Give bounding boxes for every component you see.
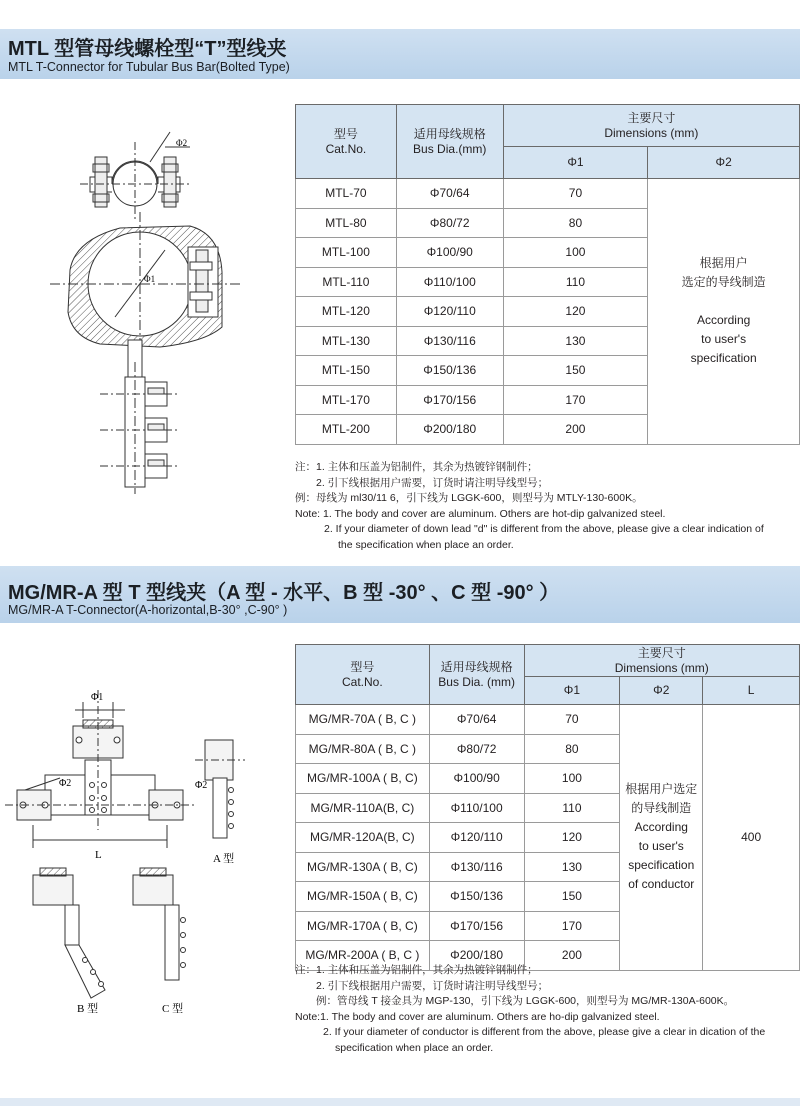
col-header-catno: 型号 Cat.No. xyxy=(296,645,430,705)
note-line: 注：1. 主体和压盖为铝制件，其余为热镀锌钢制件； xyxy=(295,964,538,976)
mtl-drawing xyxy=(40,122,300,522)
cell-bus: Φ130/116 xyxy=(396,326,503,356)
cell-phi1: 120 xyxy=(503,297,648,327)
section1-notes xyxy=(295,460,764,553)
cell-phi1: 70 xyxy=(503,179,648,209)
cell-cat: MG/MR-200A ( B, C ) xyxy=(296,941,430,971)
cell-bus: Φ150/136 xyxy=(396,356,503,386)
note-line: Note: 1. The body and cover are aluminum. Others are hot-dip galvanized steel. xyxy=(295,507,666,520)
phi2-label: Φ2 xyxy=(176,138,188,148)
cell-l-merged: 400 xyxy=(703,705,800,971)
cell-cat: MG/MR-130A ( B, C) xyxy=(296,852,430,882)
cell-bus: Φ80/72 xyxy=(396,208,503,238)
note-line: 注：1. 主体和压盖为铝制件，其余为热镀锌钢制件； xyxy=(295,461,538,473)
mtl-spec-table xyxy=(295,104,800,445)
cell-phi1: 120 xyxy=(524,823,620,853)
cell-cat: MG/MR-150A ( B, C) xyxy=(296,882,430,912)
cell-phi1: 130 xyxy=(524,852,620,882)
col-header-phi1: Φ1 xyxy=(524,677,620,705)
type-a-label: A 型 xyxy=(213,853,235,865)
cell-bus: Φ70/64 xyxy=(396,179,503,209)
note-line: Note:1. The body and cover are aluminum. Others are ho-dip galvanized steel. xyxy=(295,1010,660,1023)
note-line: 2. 引下线根据用户需要，订货时请注明导线型号； xyxy=(316,979,549,992)
mg-drawing xyxy=(5,690,295,1020)
cell-phi1: 80 xyxy=(524,734,620,764)
note-line: 2. If your diameter of down lead "d" is different from the above, please give a clear indication of xyxy=(324,523,764,535)
bottom-rule xyxy=(0,1098,800,1106)
cell-bus: Φ80/72 xyxy=(429,734,524,764)
cell-bus: Φ100/90 xyxy=(429,764,524,794)
cell-phi1: 200 xyxy=(503,415,648,445)
cell-bus: Φ150/136 xyxy=(429,882,524,912)
col-header-phi2: Φ2 xyxy=(620,677,703,705)
col-header-l: L xyxy=(703,677,800,705)
note-line: 2. If your diameter of conductor is different from the above, please give a clear in dication of the xyxy=(323,1026,766,1038)
cell-phi1: 150 xyxy=(503,356,648,386)
small-clamp xyxy=(80,132,190,222)
note-line: the specification when place an order. xyxy=(338,538,514,551)
cell-phi2-merged: 根据用户 选定的导线制造 According to user's specification xyxy=(648,179,800,445)
cell-cat: MG/MR-80A ( B, C ) xyxy=(296,734,430,764)
cell-phi1: 110 xyxy=(524,793,620,823)
down-lead-terminal xyxy=(100,340,180,494)
phi1-label: Φ1 xyxy=(91,692,104,703)
col-header-phi1: Φ1 xyxy=(503,147,648,179)
cell-phi1: 170 xyxy=(503,385,648,415)
cell-cat: MG/MR-110A(B, C) xyxy=(296,793,430,823)
section2-title-cn: MG/MR-A 型 T 型线夹（A 型 - 水平、B 型 -30° 、C 型 -90° ） xyxy=(8,582,560,604)
mg-spec-table xyxy=(295,644,800,971)
cell-cat: MTL-100 xyxy=(296,238,397,268)
note-line: 例：母线为 ml30/11 6，引下线为 LGGK-600，则型号为 MTLY-130-600K。 xyxy=(295,492,643,504)
type-c-label: C 型 xyxy=(162,1003,184,1015)
cell-cat: MTL-80 xyxy=(296,208,397,238)
table-row xyxy=(296,179,800,209)
section1-title-en: MTL T-Connector for Tubular Bus Bar(Bolted Type) xyxy=(8,60,290,74)
section2-title-en: MG/MR-A T-Connector(A-horizontal,B-30° ,C-90° ) xyxy=(8,603,288,617)
note-line: 2. 引下线根据用户需要，订货时请注明导线型号； xyxy=(316,476,549,489)
section1-title-cn: MTL 型管母线螺栓型“T”型线夹 xyxy=(8,38,287,60)
cell-bus: Φ100/90 xyxy=(396,238,503,268)
cell-cat: MTL-170 xyxy=(296,385,397,415)
cell-bus: Φ70/64 xyxy=(429,705,524,735)
cell-phi1: 80 xyxy=(503,208,648,238)
cell-phi1: 130 xyxy=(503,326,648,356)
cell-bus: Φ110/100 xyxy=(396,267,503,297)
cell-bus: Φ120/110 xyxy=(396,297,503,327)
large-clamp xyxy=(50,212,240,357)
cell-phi1: 100 xyxy=(503,238,648,268)
note-line: specification when place an order. xyxy=(335,1041,494,1054)
col-header-dimensions: 主要尺寸 Dimensions (mm) xyxy=(524,645,799,677)
section2-notes xyxy=(295,963,766,1056)
note-line: 例：管母线 T 接金具为 MGP-130，引下线为 LGGK-600，则型号为 MG/MR-130A-600K。 xyxy=(316,995,735,1007)
cell-phi1: 110 xyxy=(503,267,648,297)
cell-cat: MG/MR-170A ( B, C) xyxy=(296,911,430,941)
cell-cat: MG/MR-120A(B, C) xyxy=(296,823,430,853)
col-header-dimensions: 主要尺寸 Dimensions (mm) xyxy=(503,105,799,147)
section1-banner xyxy=(0,29,800,79)
phi2-right-label: Φ2 xyxy=(195,780,208,791)
cell-phi2-merged: 根据用户选定 的导线制造 According to user's specification of conductor xyxy=(620,705,703,971)
cell-bus: Φ170/156 xyxy=(396,385,503,415)
cell-cat: MTL-110 xyxy=(296,267,397,297)
cell-bus: Φ110/100 xyxy=(429,793,524,823)
cell-phi1: 170 xyxy=(524,911,620,941)
phi2-label: Φ2 xyxy=(59,778,72,789)
col-header-bus: 适用母线规格 Bus Dia.(mm) xyxy=(396,105,503,179)
cell-cat: MTL-150 xyxy=(296,356,397,386)
cell-cat: MTL-130 xyxy=(296,326,397,356)
cell-phi1: 70 xyxy=(524,705,620,735)
cell-cat: MTL-120 xyxy=(296,297,397,327)
cell-bus: Φ120/110 xyxy=(429,823,524,853)
cell-cat: MG/MR-100A ( B, C) xyxy=(296,764,430,794)
cell-phi1: 100 xyxy=(524,764,620,794)
phi1-label: Φ1 xyxy=(144,274,156,284)
cell-phi1: 150 xyxy=(524,882,620,912)
cell-cat: MTL-70 xyxy=(296,179,397,209)
section2-banner xyxy=(0,566,800,623)
l-label: L xyxy=(95,849,102,861)
col-header-bus: 适用母线规格 Bus Dia. (mm) xyxy=(429,645,524,705)
cell-bus: Φ200/180 xyxy=(429,941,524,971)
cell-bus: Φ200/180 xyxy=(396,415,503,445)
col-header-catno: 型号 Cat.No. xyxy=(296,105,397,179)
cell-cat: MTL-200 xyxy=(296,415,397,445)
cell-bus: Φ130/116 xyxy=(429,852,524,882)
type-b-label: B 型 xyxy=(77,1003,99,1015)
table-row xyxy=(296,705,800,735)
cell-bus: Φ170/156 xyxy=(429,911,524,941)
col-header-phi2: Φ2 xyxy=(648,147,800,179)
cell-phi1: 200 xyxy=(524,941,620,971)
cell-cat: MG/MR-70A ( B, C ) xyxy=(296,705,430,735)
